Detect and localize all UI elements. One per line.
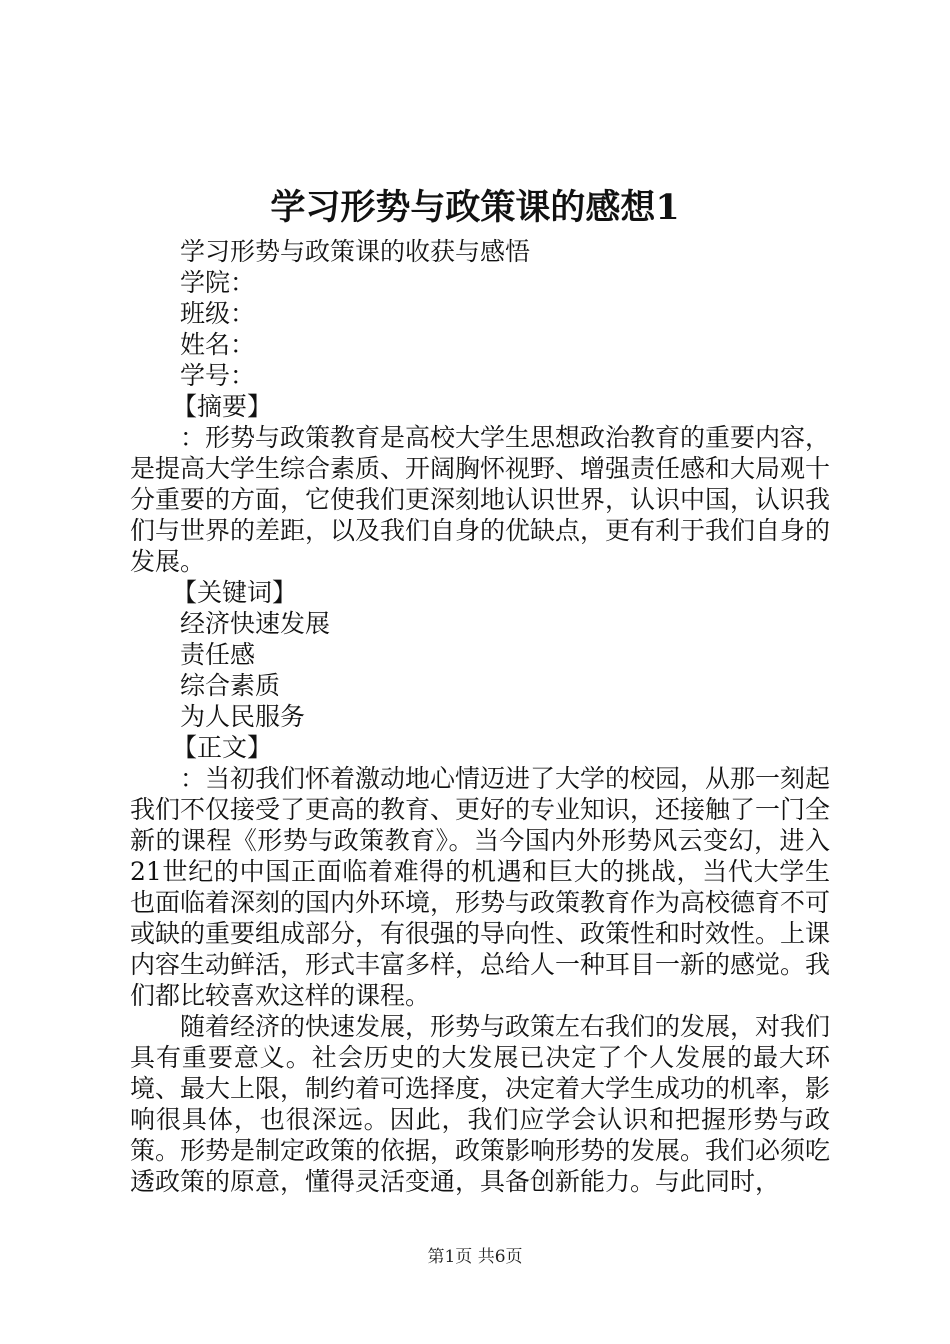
keyword-item: 经济快速发展 (180, 609, 331, 638)
field-student-id: 学号： (180, 361, 256, 390)
keywords-heading: 【关键词】 (172, 578, 298, 607)
document-body (130, 236, 830, 1197)
field-college: 学院： (180, 268, 256, 297)
field-name: 姓名： (180, 330, 256, 359)
abstract-text: ：形势与政策教育是高校大学生思想政治教育的重要内容，是提高大学生综合素质、开阔胸怀视野、增强责任感和大局观十分重要的方面，它使我们更深刻地认识世界，认识中国，认识我们与世界的差距，以及我们自身的优缺点，更有利于我们自身的发展。 (130, 423, 831, 576)
keyword-item: 责任感 (180, 640, 256, 669)
body-heading: 【正文】 (172, 733, 273, 762)
field-class: 班级： (180, 299, 256, 328)
document-subtitle: 学习形势与政策课的收获与感悟 (180, 237, 531, 266)
page-number: 第1页 共6页 (427, 1247, 523, 1267)
keyword-item: 为人民服务 (180, 702, 306, 731)
abstract-heading: 【摘要】 (172, 392, 273, 421)
body-paragraph: 随着经济的快速发展，形势与政策左右我们的发展，对我们具有重要意义。社会历史的大发展已决定了个人发展的最大环境、最大上限，制约着可选择度，决定着大学生成功的机率，影响很具体，也很深远。因此，我们应学会认识和把握形势与政策。形势是制定政策的依据，政策影响形势的发展。我们必须吃透政策的原意，懂得灵活变通，具备创新能力。与此同时， (130, 1012, 831, 1196)
document-title: 学习形势与政策课的感想1 (270, 187, 680, 228)
keyword-item: 综合素质 (180, 671, 281, 700)
body-paragraph: ：当初我们怀着激动地心情迈进了大学的校园，从那一刻起我们不仅接受了更高的教育、更好的专业知识，还接触了一门全新的课程《形势与政策教育》。当今国内外形势风云变幻，进入21世纪的中国正面临着难得的机遇和巨大的挑战，当代大学生也面临着深刻的国内外环境，形势与政策教育作为高校德育不可或缺的重要组成部分，有很强的导向性、政策性和时效性。上课内容生动鲜活，形式丰富多样，总给人一种耳目一新的感觉。我们都比较喜欢这样的课程。 (130, 764, 831, 1010)
